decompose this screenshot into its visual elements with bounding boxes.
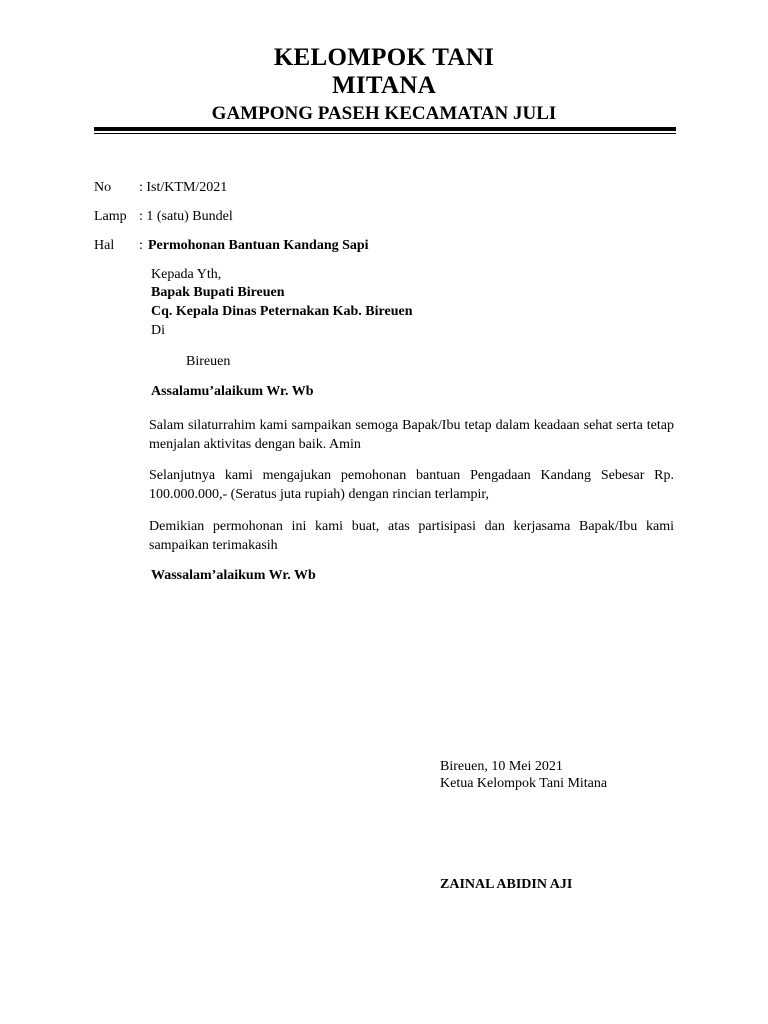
- no-label: No: [94, 180, 112, 195]
- signature-name: ZAINAL ABIDIN AJI: [440, 877, 573, 892]
- org-name-line-2: MITANA: [331, 72, 437, 99]
- closing-salutation: Wassalam’alaikum Wr. Wb: [151, 568, 316, 583]
- recipient-cc: Cq. Kepala Dinas Peternakan Kab. Bireuen: [151, 304, 413, 319]
- hal-label: Hal: [94, 238, 115, 253]
- org-name-line-1: KELOMPOK TANI: [273, 44, 495, 71]
- recipient-at: Di: [151, 323, 165, 338]
- lamp-label: Lamp: [94, 209, 127, 224]
- body-paragraph-2: Selanjutnya kami mengajukan pemohonan bantuan Pengadaan Kandang Sebesar Rp. 100.000.000,- (Seratus juta rupiah) dengan rincian terlampir,: [149, 468, 674, 502]
- recipient-place: Bireuen: [186, 354, 231, 369]
- signature-place-date: Bireuen, 10 Mei 2021: [440, 759, 563, 774]
- body-paragraph-3: Demikian permohonan ini kami buat, atas partisipasi dan kerjasama Bapak/Ibu kami sampaikan terimakasih: [149, 519, 674, 553]
- recipient-greeting: Kepada Yth,: [151, 267, 222, 282]
- no-value: : Ist/KTM/2021: [139, 180, 228, 195]
- hal-value: Permohonan Bantuan Kandang Sapi: [148, 238, 369, 253]
- header-rule-thick: [94, 127, 676, 131]
- hal-colon: :: [139, 238, 143, 253]
- header-rule-thin: [94, 133, 676, 134]
- letterhead: [0, 44, 768, 127]
- body-paragraph-1: Salam silaturrahim kami sampaikan semoga Bapak/Ibu tetap dalam keadaan sehat serta tetap menjalan aktivitas dengan baik. Amin: [149, 418, 674, 452]
- opening-salutation: Assalamu’alaikum Wr. Wb: [151, 384, 314, 399]
- recipient-name: Bapak Bupati Bireuen: [151, 285, 285, 300]
- signature-title: Ketua Kelompok Tani Mitana: [440, 776, 608, 791]
- org-address: GAMPONG PASEH KECAMATAN JULI: [211, 103, 557, 124]
- lamp-value: : 1 (satu) Bundel: [139, 209, 233, 224]
